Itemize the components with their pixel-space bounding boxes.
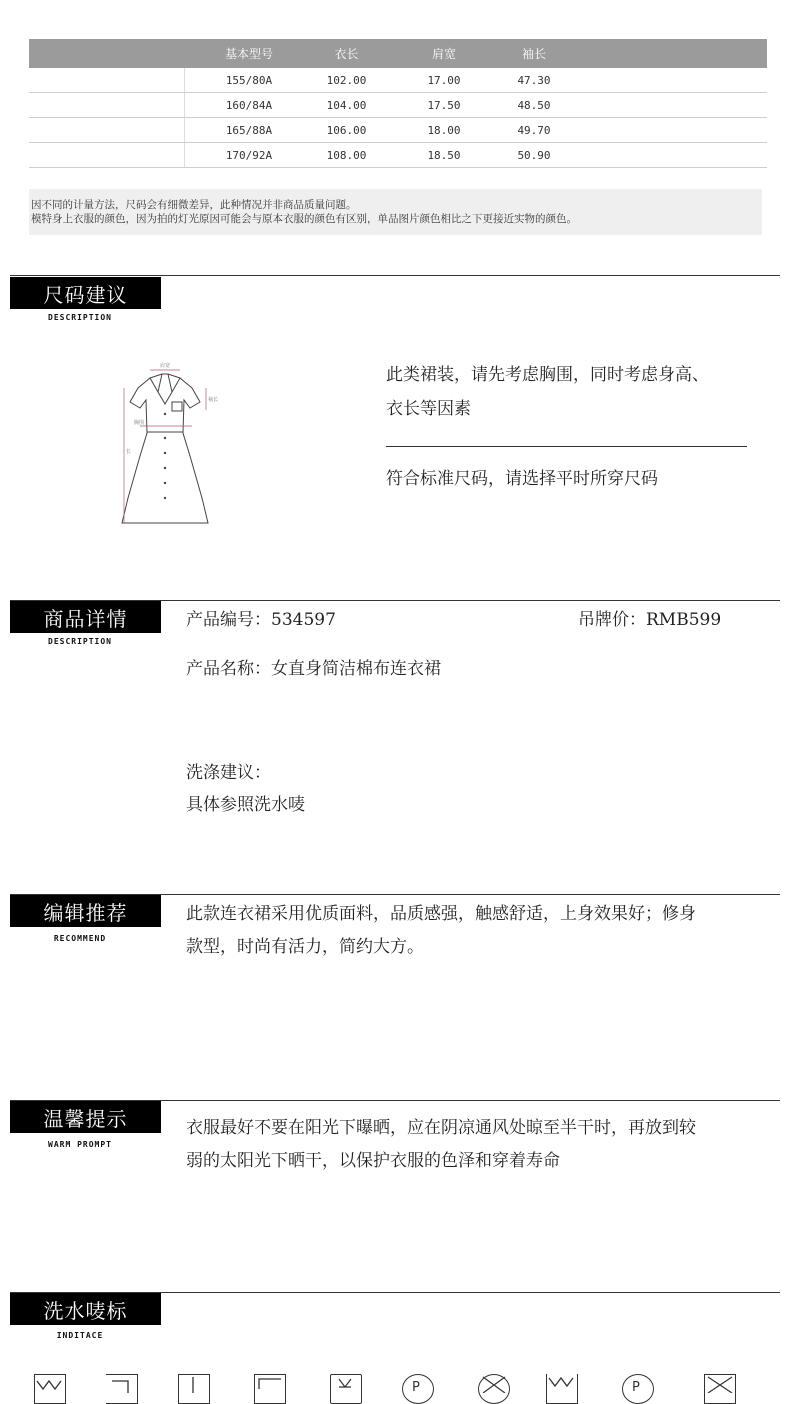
dry-clean-p-icon [402,1374,434,1404]
cell-sleeve: 50.90 [517,148,551,162]
table-row [29,93,767,118]
size-table [29,39,767,168]
section-title-warm-prompt: 温馨提示 [10,1101,161,1133]
section-subtitle: INDITACE [56,1331,104,1340]
cell-shoulder: 18.00 [427,123,461,137]
cell-sleeve: 49.70 [517,123,551,137]
table-row [29,143,767,168]
size-advice-standard: 符合标准尺码，请选择平时所穿尺码 [386,469,658,489]
section-title-size-advice: 尺码建议 [10,277,161,309]
warm-prompt-text [186,1112,776,1178]
dress-measurement-diagram [110,358,220,530]
no-bleach-icon [704,1374,736,1404]
product-price: 吊牌价：RMB599 [578,610,722,630]
table-row [29,68,767,93]
cell-size: 170/92A [225,148,273,162]
recommend-line-1: 此款连衣裙采用优质面料，品质感强，触感舒适，上身效果好；修身 [186,904,696,924]
table-row [29,118,767,143]
note-line-1: 因不同的计量方法，尺码会有细微差异，此种情况并非商品质量问题。 [31,199,357,211]
cell-shoulder: 18.50 [427,148,461,162]
note-line-2: 模特身上衣服的颜色，因为拍的灯光原因可能会与原本衣服的颜色有区别，单品图片颜色相比之下更接近实物的颜色。 [31,213,577,225]
cell-length: 102.00 [326,73,367,87]
label-sleeve: 袖长 [208,397,219,403]
svg-text:P: P [632,1380,640,1393]
header-shoulder: 肩宽 [431,47,456,61]
section-subtitle: DESCRIPTION [48,637,112,646]
dry-flat-icon [254,1374,286,1404]
cell-length: 104.00 [326,98,367,112]
recommend-text [186,898,776,964]
label-shoulder: 肩宽 [160,363,171,369]
cell-sleeve: 47.30 [517,73,551,87]
header-length: 衣长 [334,47,359,61]
drip-dry-icon [178,1374,210,1404]
section-title-care-label: 洗水唛标 [10,1293,161,1325]
product-code: 产品编号：534597 [186,610,336,630]
cell-size: 160/84A [225,98,273,112]
no-tumble-dry-icon [106,1374,138,1404]
no-wash-icon [478,1374,510,1404]
wash-text: 具体参照洗水唛 [186,795,305,815]
wash-30-icon [546,1374,578,1404]
product-name: 产品名称：女直身简洁棉布连衣裙 [186,659,441,679]
cell-shoulder: 17.00 [427,73,461,87]
svg-text:P: P [412,1380,420,1393]
advice-divider [386,446,747,447]
cell-size: 165/88A [225,123,273,137]
cell-length: 108.00 [326,148,367,162]
size-advice-line-2: 衣长等因素 [386,399,471,419]
label-length: 长 [126,449,132,455]
section-title-product-detail: 商品详情 [10,601,161,633]
cell-length: 106.00 [326,123,367,137]
warm-prompt-line-2: 弱的太阳光下晒干，以保护衣服的色泽和穿着寿命 [186,1151,560,1171]
iron-low-icon [330,1374,362,1404]
label-bust: 胸围 [134,420,145,426]
section-subtitle: DESCRIPTION [48,313,112,322]
size-advice-line-1: 此类裙装，请先考虑胸围，同时考虑身高、 [386,365,709,385]
section-divider [10,275,780,276]
section-subtitle: RECOMMEND [53,934,107,943]
wash-label: 洗涤建议： [186,763,271,783]
cell-sleeve: 48.50 [517,98,551,112]
measurement-note [29,189,762,235]
header-sleeve: 袖长 [521,47,546,61]
warm-prompt-line-1: 衣服最好不要在阳光下曝晒，应在阴凉通风处晾至半干时，再放到较 [186,1118,696,1138]
header-base-size: 基本型号 [224,47,273,61]
dry-clean-p-circle-icon [622,1374,654,1404]
recommend-line-2: 款型，时尚有活力，简约大方。 [186,937,424,957]
section-subtitle: WARM PROMPT [48,1140,112,1149]
size-table-header [29,39,767,68]
section-title-recommend: 编辑推荐 [10,895,161,927]
size-advice-text [386,358,766,426]
hand-wash-icon [34,1374,66,1404]
cell-shoulder: 17.50 [427,98,461,112]
cell-size: 155/80A [225,73,273,87]
